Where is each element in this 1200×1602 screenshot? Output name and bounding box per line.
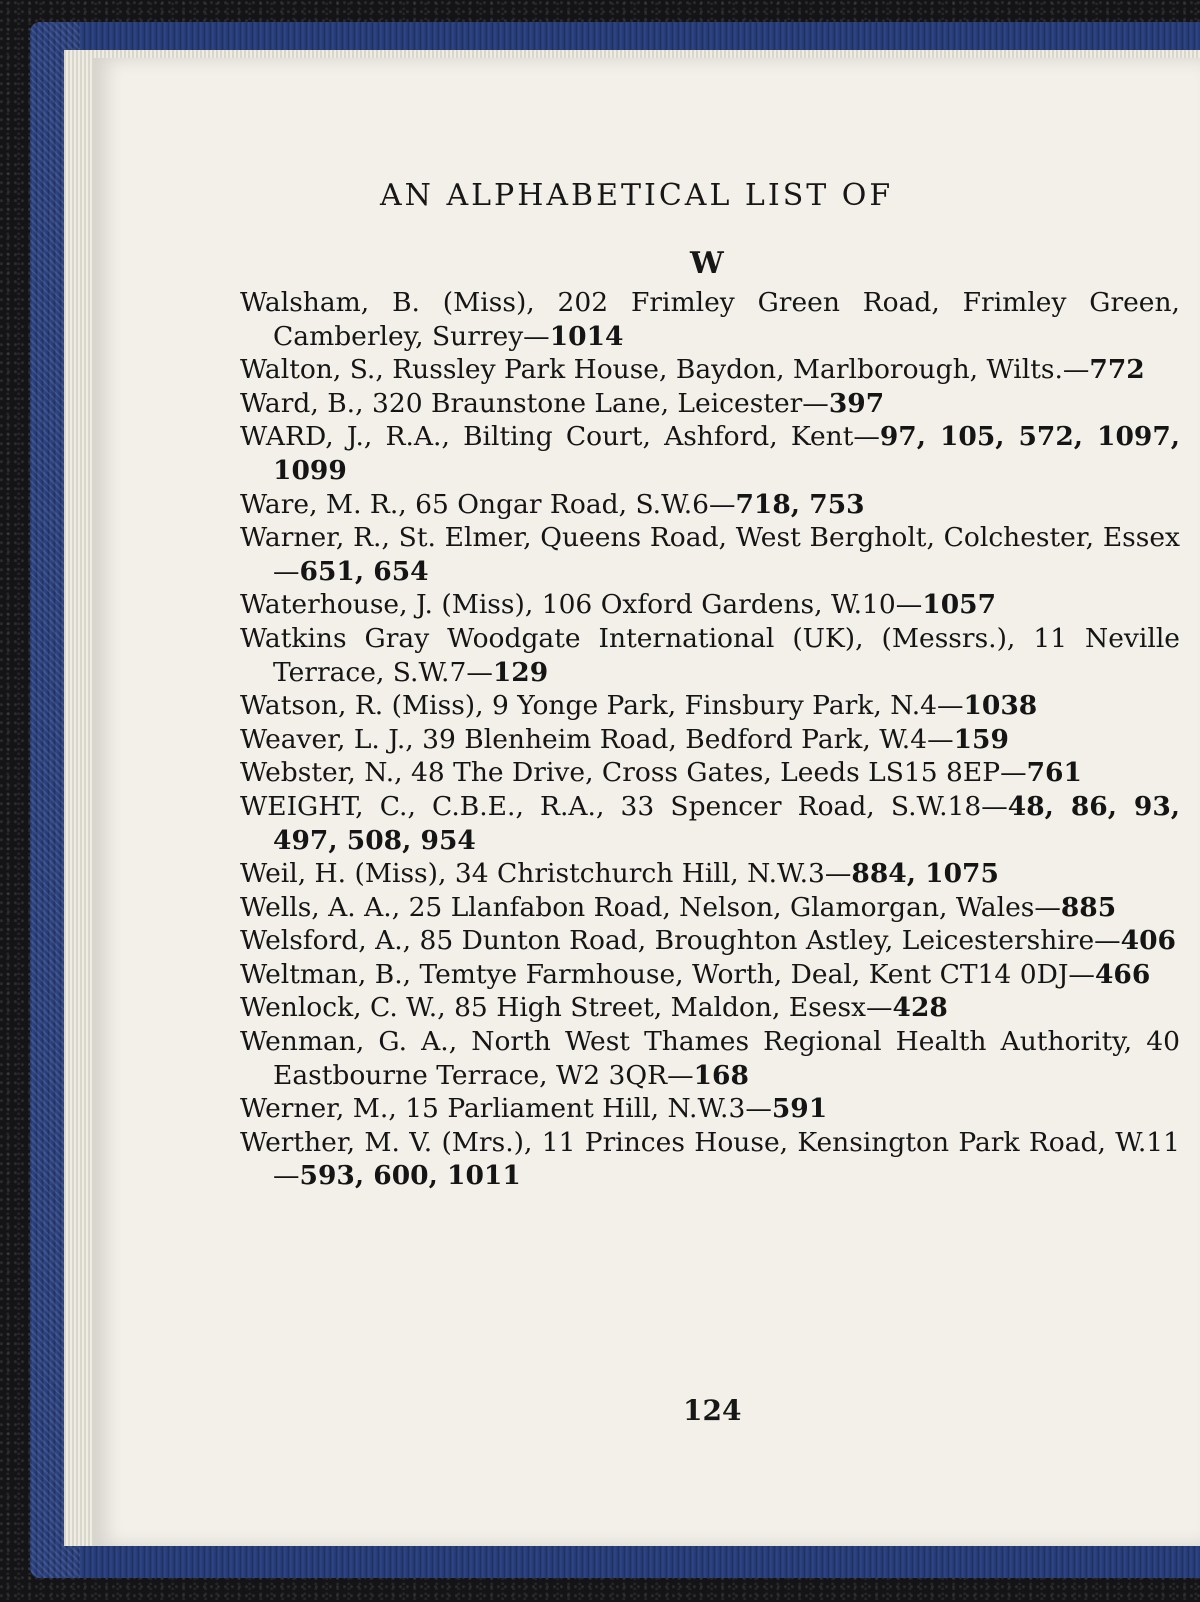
entry-address: 9 Yonge Park, Finsbury Park, N.4—: [483, 690, 964, 722]
list-item: [240, 1025, 1180, 1092]
list-item: [240, 387, 1180, 421]
entry-numbers: 885: [1060, 891, 1117, 923]
list-item: [240, 1092, 1180, 1126]
entry-numbers: 97, 105, 572, 1097, 1099: [273, 421, 1180, 486]
entry-name: Welsford, A.,: [240, 925, 412, 957]
list-item: [240, 891, 1180, 925]
list-item: [240, 1126, 1180, 1193]
entry-numbers: 1057: [922, 589, 997, 621]
entry-numbers: 772: [1089, 354, 1145, 386]
list-item: [240, 622, 1180, 689]
list-item: [240, 286, 1180, 353]
entry-name: Weil, H. (Miss),: [240, 858, 447, 890]
entry-numbers: 159: [953, 723, 1009, 755]
entry-address: 39 Blenheim Road, Bedford Park, W.4—: [413, 723, 954, 755]
entry-address: 85 High Street, Maldon, Esesx—: [445, 992, 893, 1024]
entry-numbers: 466: [1094, 958, 1151, 990]
entry-address: 48 The Drive, Cross Gates, Leeds LS15 8EP—: [402, 757, 1027, 789]
entry-numbers: 428: [892, 992, 948, 1024]
entry-address: 11 Neville Terrace, S.W.7—: [273, 622, 1180, 688]
entry-numbers: 129: [492, 656, 549, 688]
entry-address: 202 Frimley Green Road, Frimley Green, Camberley, Surrey—: [273, 287, 1180, 352]
entry-address: 320 Braunstone Lane, Leicester—: [363, 387, 829, 419]
entry-address: 34 Christchurch Hill, N.W.3—: [446, 858, 852, 890]
entry-address: 25 Llanfabon Road, Nelson, Glamorgan, Wales—: [400, 891, 1061, 923]
entry-name: Weaver, L. J.,: [240, 723, 414, 755]
entry-address: St. Elmer, Queens Road, West Bergholt, Colchester, Essex—: [273, 522, 1180, 587]
entry-name: Wells, A. A.,: [240, 891, 401, 923]
entry-address: 65 Ongar Road, S.W.6—: [406, 488, 736, 520]
section-letter: W: [690, 246, 724, 281]
entry-address: 33 Spencer Road, S.W.18—: [604, 790, 1008, 822]
entry-address: Bilting Court, Ashford, Kent—: [449, 421, 880, 453]
list-item: [240, 756, 1180, 790]
entry-numbers: 406: [1120, 925, 1176, 957]
entry-numbers: 651, 654: [299, 555, 429, 587]
entry-address: 11 Princes House, Kensington Park Road, W.11—: [273, 1126, 1180, 1192]
page-number: 124: [683, 1394, 742, 1427]
entry-numbers: 591: [771, 1093, 828, 1125]
list-item: [240, 790, 1180, 857]
list-item: [240, 588, 1180, 622]
entry-address: North West Thames Regional Health Authority, 40 Eastbourne Terrace, W2 3QR—: [273, 1026, 1180, 1091]
entry-list: [240, 286, 1180, 1193]
entry-address: 85 Dunton Road, Broughton Astley, Leicestershire—: [411, 925, 1121, 957]
entry-numbers: 718, 753: [735, 488, 865, 520]
entry-numbers: 397: [828, 387, 885, 419]
list-item: [240, 924, 1180, 958]
list-item: [240, 689, 1180, 723]
entry-name: Webster, N.,: [240, 757, 403, 789]
entry-name: Werner, M.,: [240, 1093, 397, 1125]
entry-name: Ward, B.,: [240, 387, 364, 419]
list-item: [240, 991, 1180, 1025]
entry-name: Wenlock, C. W.,: [240, 992, 446, 1024]
entry-numbers: 593, 600, 1011: [299, 1160, 521, 1192]
entry-name: WEIGHT, C., C.B.E., R.A.,: [240, 790, 605, 822]
list-item: [240, 420, 1180, 487]
entry-name: Walsham, B. (Miss),: [240, 287, 535, 318]
entry-address: 106 Oxford Gardens, W.10—: [533, 589, 923, 621]
entry-name: Watson, R. (Miss),: [240, 690, 484, 722]
entry-numbers: 1038: [963, 690, 1038, 722]
entry-name: Weltman, B.,: [240, 958, 412, 990]
entry-address: Russley Park House, Baydon, Marlborough, Wilts.—: [383, 354, 1090, 386]
entry-name: Wenman, G. A.,: [240, 1026, 458, 1058]
entry-numbers: 168: [693, 1059, 749, 1091]
list-item: [240, 857, 1180, 891]
entry-numbers: 884, 1075: [851, 858, 999, 890]
entry-name: Werther, M. V. (Mrs.),: [240, 1126, 533, 1158]
entry-numbers: 761: [1026, 757, 1082, 789]
entry-name: Walton, S.,: [240, 354, 384, 386]
list-item: [240, 521, 1180, 588]
entry-numbers: 1014: [549, 320, 624, 352]
list-item: [240, 958, 1180, 992]
entry-name: Ware, M. R.,: [240, 488, 407, 520]
list-item: [240, 488, 1180, 522]
entry-address: Temtye Farmhouse, Worth, Deal, Kent CT14 0DJ—: [411, 958, 1095, 990]
list-item: [240, 353, 1180, 387]
entry-name: Watkins Gray Woodgate International (UK), (Messrs.),: [240, 622, 1016, 654]
entry-name: Waterhouse, J. (Miss),: [240, 589, 534, 621]
entry-numbers: 48, 86, 93, 497, 508, 954: [273, 790, 1181, 856]
entry-name: WARD, J., R.A.,: [240, 421, 450, 453]
entry-address: 15 Parliament Hill, N.W.3—: [396, 1093, 772, 1125]
list-item: [240, 723, 1180, 757]
entry-name: Warner, R.,: [240, 522, 390, 554]
page-heading: AN ALPHABETICAL LIST OF: [380, 178, 894, 213]
